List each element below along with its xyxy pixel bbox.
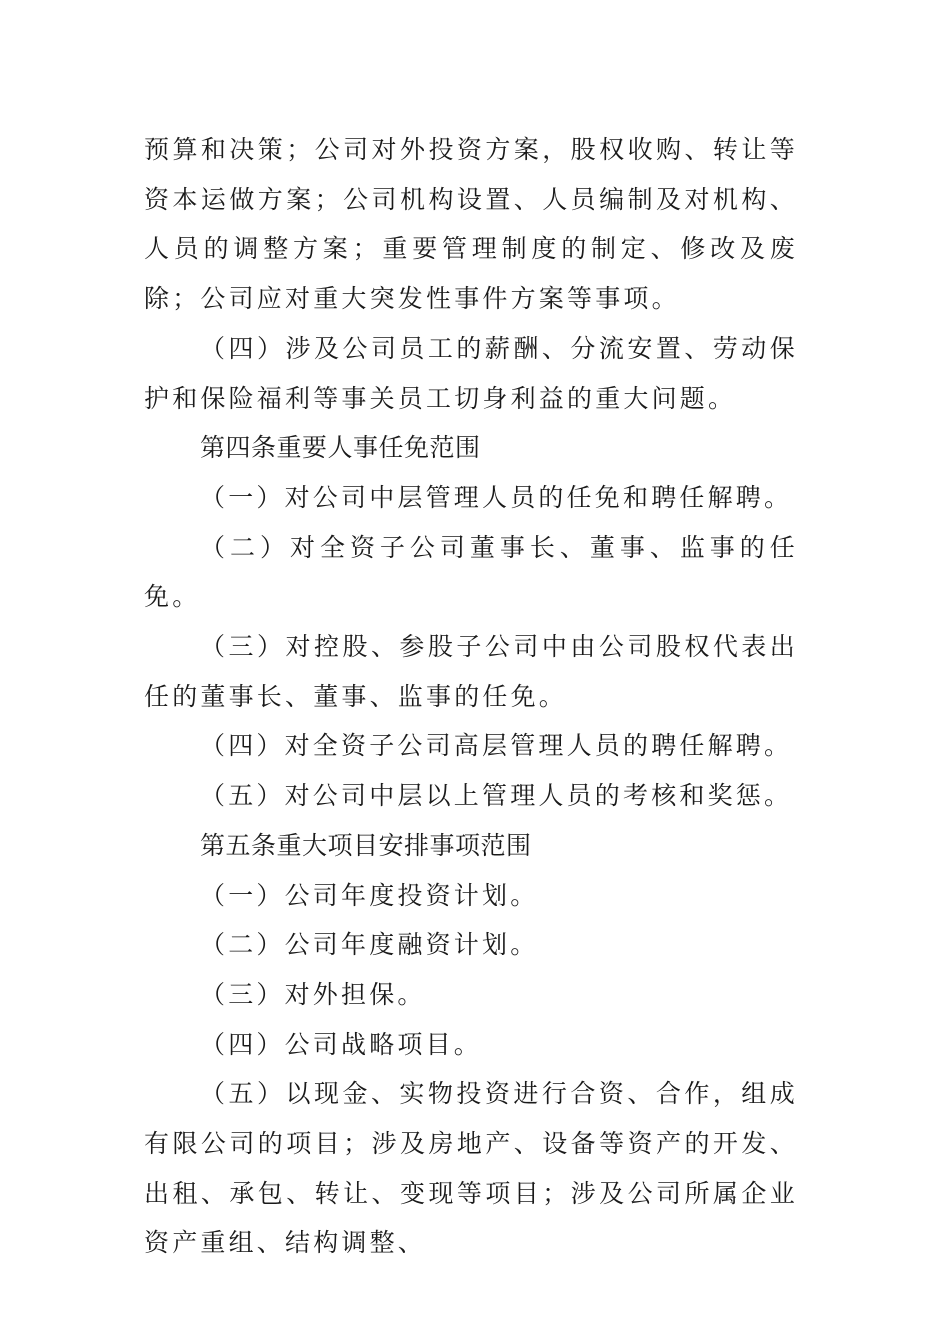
document-body	[144, 125, 798, 1268]
article-4-item-1: （一）对公司中层管理人员的任免和聘任解聘。	[200, 482, 793, 512]
article-5-item-5: （五）以现金、实物投资进行合资、合作，组成有限公司的项目；涉及房地产、设备等资产的开发、出租、承包、转让、变现等项目；涉及公司所属企业资产重组、结构调整、	[144, 1079, 798, 1258]
article-5-item-1: （一）公司年度投资计划。	[200, 880, 539, 910]
article-4-item-3: （三）对控股、参股子公司中由公司股权代表出任的董事长、董事、监事的任免。	[144, 632, 798, 711]
article-5-item-3: （三）对外担保。	[200, 979, 426, 1009]
article-5-item-4: （四）公司战略项目。	[200, 1029, 483, 1059]
article-5-item-2: （二）公司年度融资计划。	[200, 930, 539, 960]
article-4-item-2: （二）对全资子公司董事长、董事、监事的任免。	[144, 532, 798, 612]
article-4-item-5: （五）对公司中层以上管理人员的考核和奖惩。	[200, 781, 793, 811]
article-5-heading: 第五条重大项目安排事项范围	[200, 830, 532, 860]
article-4-item-4: （四）对全资子公司高层管理人员的聘任解聘。	[200, 731, 793, 761]
article-4-heading: 第四条重要人事任免范围	[200, 433, 481, 463]
paragraph-budget-decisions: 预算和决策；公司对外投资方案，股权收购、转让等资本运做方案；公司机构设置、人员编制及对机构、人员的调整方案；重要管理制度的制定、修改及废除；公司应对重大突发性事件方案等事项。	[144, 135, 798, 314]
paragraph-employee-interests: （四）涉及公司员工的薪酬、分流安置、劳动保护和保险福利等事关员工切身利益的重大问题。	[144, 333, 798, 413]
